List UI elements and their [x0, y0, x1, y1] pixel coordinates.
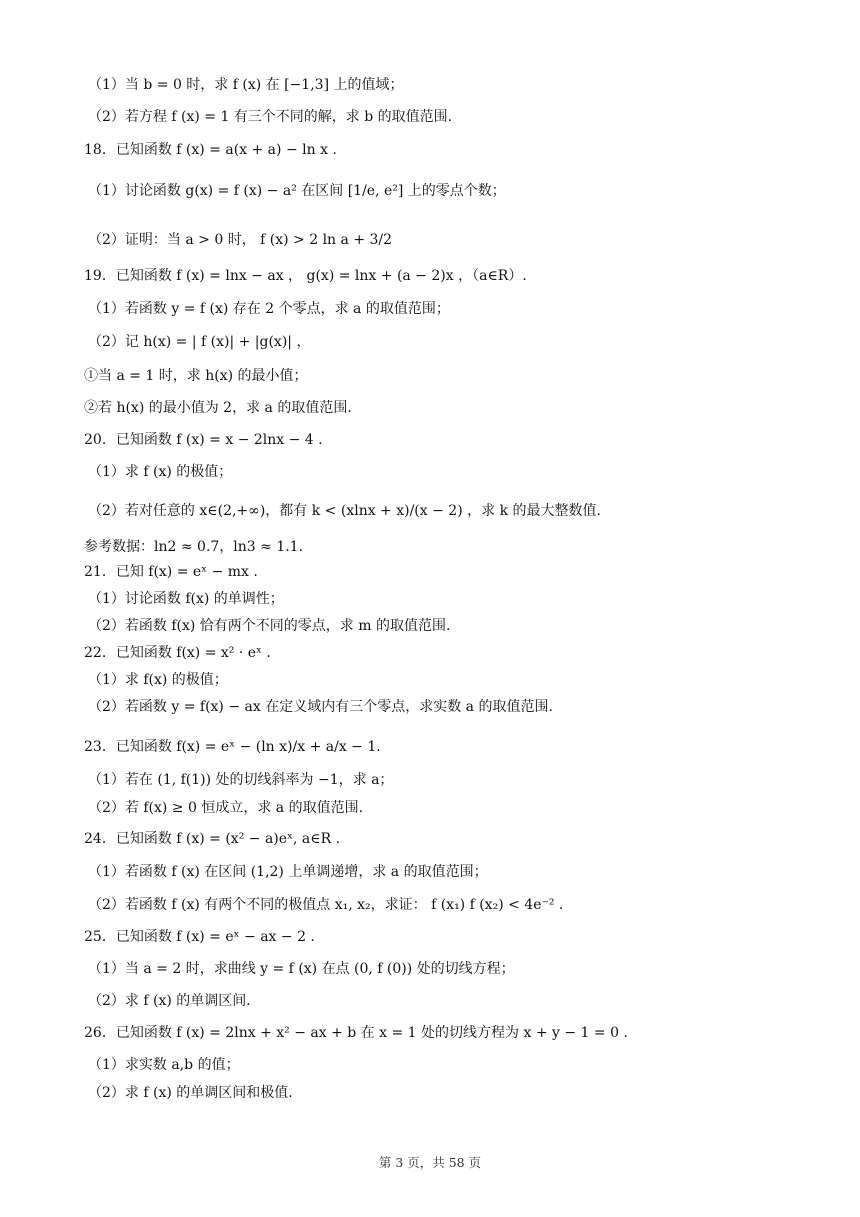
q19-stem: 19．已知函数 f (x) = lnx − ax ， g(x) = lnx + (a − 2)x ，（a∈R）. [84, 268, 527, 284]
q26-part1: （1）求实数 a,b 的值； [88, 1057, 240, 1073]
q20-part1: （1）求 f (x) 的极值； [88, 464, 233, 480]
q25-stem: 25．已知函数 f (x) = eˣ − ax − 2 . [84, 929, 315, 945]
q21-part1: （1）讨论函数 f(x) 的单调性； [88, 591, 284, 607]
q22-part2: （2）若函数 y = f(x) − ax 在定义域内有三个零点，求实数 a 的取值范围. [88, 699, 553, 715]
q24-part1: （1）若函数 f (x) 在区间 (1,2) 上单调递增，求 a 的取值范围； [88, 864, 488, 880]
q19-sub2: ②若 h(x) 的最小值为 2，求 a 的取值范围. [84, 400, 352, 416]
q20-part2: （2）若对任意的 x∈(2,+∞)，都有 k < (xlnx + x)/(x − 2) ，求 k 的最大整数值. [88, 503, 601, 519]
q23-part2: （2）若 f(x) ≥ 0 恒成立，求 a 的取值范围. [88, 800, 364, 816]
q22-part1: （1）求 f(x) 的极值； [88, 672, 228, 688]
q17-part2: （2）若方程 f (x) = 1 有三个不同的解，求 b 的取值范围. [88, 109, 453, 125]
q25-part1: （1）当 a = 2 时，求曲线 y = f (x) 在点 (0, f (0)) 处的切线方程； [88, 961, 515, 977]
q19-part2: （2）记 h(x) = | f (x)| + |g(x)| ， [88, 334, 311, 350]
q23-part1: （1）若在 (1, f(1)) 处的切线斜率为 −1，求 a； [88, 772, 394, 788]
q18-part2: （2）证明：当 a > 0 时， f (x) > 2 ln a + 3/2 [88, 232, 393, 248]
q21-stem: 21．已知 f(x) = eˣ − mx . [84, 564, 258, 580]
q17-part1: （1）当 b = 0 时，求 f (x) 在 [−1,3] 上的值域； [88, 77, 404, 93]
q26-stem: 26．已知函数 f (x) = 2lnx + x² − ax + b 在 x = 1 处的切线方程为 x + y − 1 = 0 . [84, 1025, 628, 1041]
q24-stem: 24．已知函数 f (x) = (x² − a)eˣ, a∈R . [84, 831, 341, 847]
q23-stem: 23．已知函数 f(x) = eˣ − (ln x)/x + a/x − 1. [84, 739, 381, 755]
q22-stem: 22．已知函数 f(x) = x² · eˣ ． [84, 645, 281, 661]
q18-part1: （1）讨论函数 g(x) = f (x) − a² 在区间 [1/e, e²] 上的零点个数； [88, 183, 506, 199]
q19-sub1: ①当 a = 1 时，求 h(x) 的最小值； [84, 368, 308, 384]
page-number-footer: 第 3 页，共 58 页 [378, 1155, 482, 1170]
q20-reference-data: 参考数据：ln2 ≈ 0.7，ln3 ≈ 1.1. [84, 539, 304, 555]
q21-part2: （2）若函数 f(x) 恰有两个不同的零点，求 m 的取值范围. [88, 618, 451, 634]
q25-part2: （2）求 f (x) 的单调区间. [88, 993, 251, 1009]
q19-part1: （1）若函数 y = f (x) 存在 2 个零点，求 a 的取值范围； [88, 301, 450, 317]
q20-stem: 20．已知函数 f (x) = x − 2lnx − 4 . [84, 432, 323, 448]
q24-part2: （2）若函数 f (x) 有两个不同的极值点 x₁, x₂，求证： f (x₁) f (x₂) < 4e⁻² . [88, 897, 564, 913]
q18-stem: 18．已知函数 f (x) = a(x + a) − ln x . [84, 142, 337, 158]
q26-part2: （2）求 f (x) 的单调区间和极值. [88, 1085, 293, 1101]
